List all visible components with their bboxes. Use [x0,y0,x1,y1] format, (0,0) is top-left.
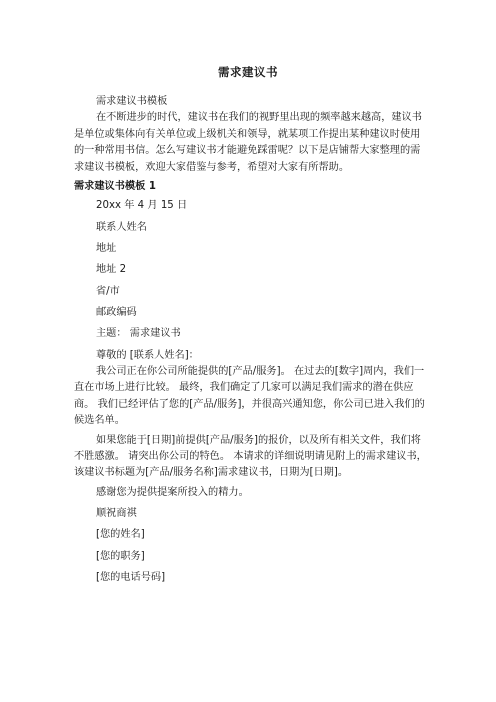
body-paragraph-1: 我公司正在你公司所能提供的[产品/服务]。 在过去的[数字]周内，我们一直在市场上进行比较。 最终，我们确定了几家可以满足我们需求的潜在供应商。 我们已经评估了您的[产品/服务]，并很高兴通知您，你公司已进入我们的候选名单。 [74,365,425,427]
postal-code-line: 邮政编码 [96,306,137,318]
subtitle: 需求建议书模板 [96,96,168,107]
province-city-line: 省/市 [96,285,120,297]
intro-paragraph: 在不断进步的时代，建议书在我们的视野里出现的频率越来越高，建议书是单位或集体向有关单位或上级机关和领导，就某项工作提出某种建议时使用的一种常用书信。怎么写建议书才能避免踩雷呢？以下是店铺帮大家整理的需求建议书模板，欢迎大家借鉴与参考，希望对大家有所帮助。 [74,112,422,173]
subject-line: 主题： 需求建议书 [96,328,181,340]
your-phone-line: [您的电话号码] [96,571,166,583]
closing-line: 顺祝商祺 [96,508,137,520]
salutation-line: 尊敬的 [联系人姓名]： [96,349,199,361]
thanks-line: 感谢您为提供提案所投入的精力。 [96,486,249,498]
document-title: 需求建议书 [218,65,278,79]
your-name-line: [您的姓名] [96,529,145,541]
your-title-line: [您的职务] [96,550,145,562]
date-line: 20xx 年 4 月 15 日 [96,200,188,212]
address-line: 地址 [96,243,117,255]
section-heading: 需求建议书模板 1 [74,181,156,193]
document-body [74,94,430,591]
body-paragraph-2: 如果您能于[日期]前提供[产品/服务]的报价，以及所有相关文件，我们将不胜感激。 请突出你公司的特色。 本请求的详细说明请见附上的需求建议书，该建议书标题为[产品/服务名称]需求建议书，日期为[日期]。 [74,434,427,479]
address2-line: 地址 2 [96,264,127,276]
contact-name-line: 联系人姓名 [96,221,147,233]
